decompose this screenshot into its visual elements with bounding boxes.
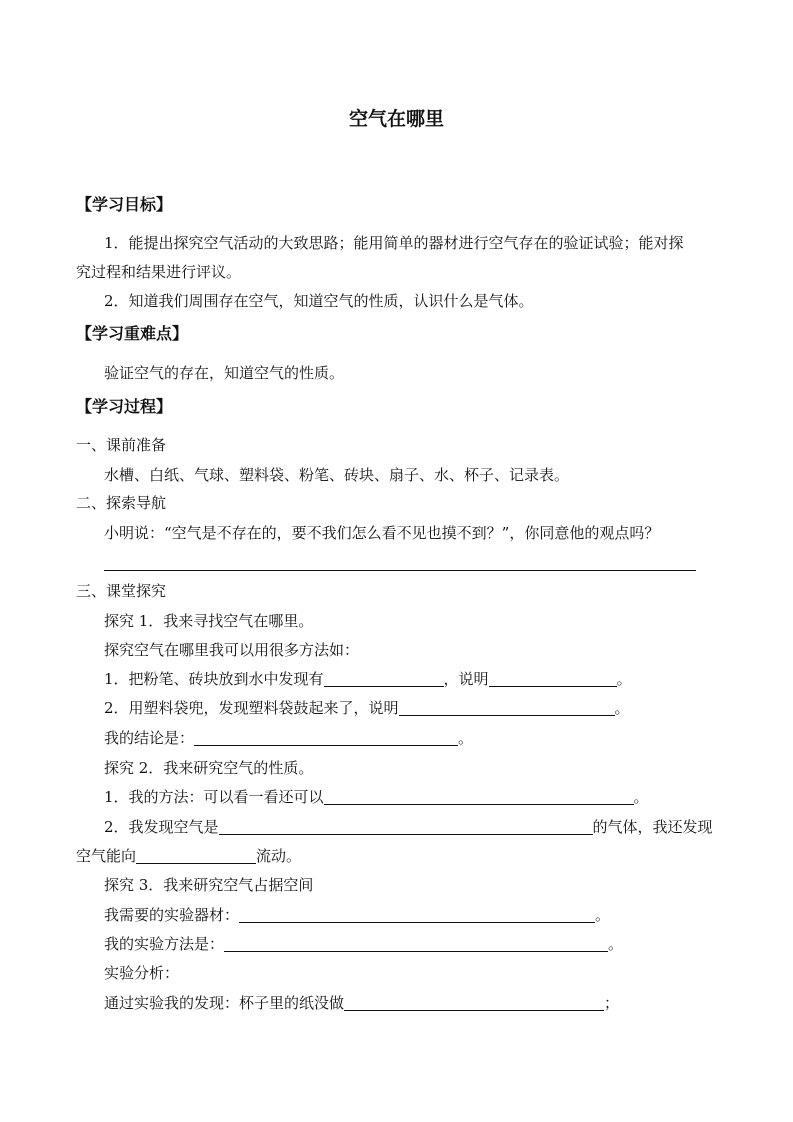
explore2-item2-line1 <box>104 816 713 837</box>
explore1-intro: 探究空气在哪里我可以用很多方法如： <box>104 641 360 659</box>
fill-in-blank[interactable] <box>324 788 634 805</box>
finding-label: 通过实验我的发现：杯子里的纸没做 <box>104 994 345 1012</box>
explore2-item1 <box>104 786 649 807</box>
explore3-equipment <box>104 904 610 925</box>
part2-question: 小明说：“空气是不存在的，要不我们怎么看不见也摸不到？”，你同意他的观点吗？ <box>104 524 660 542</box>
fill-in-blank[interactable] <box>489 670 617 687</box>
explore1-item1-text-a: 1．把粉笔、砖块放到水中发现有 <box>104 670 324 688</box>
objective-1-line-2: 究过程和结果进行评议。 <box>76 263 242 281</box>
fill-in-blank[interactable] <box>136 847 256 864</box>
section-process-heading: 【学习过程】 <box>76 397 173 416</box>
part1-heading: 一、课前准备 <box>76 436 167 454</box>
fill-in-blank[interactable] <box>239 906 595 923</box>
part2-heading: 二、探索导航 <box>76 494 167 512</box>
fill-in-blank[interactable] <box>344 994 604 1011</box>
punctuation: 。 <box>614 699 630 717</box>
section-key-points-heading: 【学习重难点】 <box>76 324 189 343</box>
objective-2: 2．知道我们周围存在空气，知道空气的性质，认识什么是气体。 <box>104 292 534 310</box>
explore1-heading: 探究 1．我来寻找空气在哪里。 <box>104 612 314 630</box>
fill-in-blank[interactable] <box>194 729 458 746</box>
equipment-label: 我需要的实验器材： <box>104 906 240 924</box>
method-label: 我的实验方法是： <box>104 935 225 953</box>
punctuation: 。 <box>608 935 624 953</box>
fill-in-blank[interactable] <box>224 935 608 952</box>
explore2-item1-text: 1．我的方法：可以看一看还可以 <box>104 788 324 806</box>
explore3-finding <box>104 992 619 1013</box>
explore2-heading: 探究 2．我来研究空气的性质。 <box>104 759 314 777</box>
fill-in-blank[interactable] <box>219 818 593 835</box>
section-objectives-heading: 【学习目标】 <box>76 195 173 214</box>
page-title: 空气在哪里 <box>348 108 444 130</box>
explore1-item2-text: 2．用塑料袋兜，发现塑料袋鼓起来了，说明 <box>104 699 399 717</box>
punctuation: 。 <box>633 788 649 806</box>
punctuation: 。 <box>458 729 474 747</box>
explore2-item2-text-d: 流动。 <box>256 847 302 865</box>
explore3-method <box>104 933 623 954</box>
conclusion-label: 我的结论是： <box>104 729 195 747</box>
explore1-item2 <box>104 697 630 718</box>
key-points-text: 验证空气的存在，知道空气的性质。 <box>104 364 345 382</box>
punctuation: 。 <box>595 906 611 924</box>
objective-1-line-1: 1．能提出探究空气活动的大致思路；能用简单的器材进行空气存在的验证试验；能对探 <box>104 234 684 252</box>
explore2-item2-text-c: 空气能向 <box>76 847 137 865</box>
explore1-conclusion <box>104 727 473 748</box>
explore3-heading: 探究 3．我来研究空气占据空间 <box>104 876 314 894</box>
punctuation: 。 <box>616 670 632 688</box>
explore3-analysis-label: 实验分析： <box>104 964 180 982</box>
explore1-item1-text-b: ，说明 <box>443 670 489 688</box>
fill-in-blank[interactable] <box>399 699 615 716</box>
part1-materials: 水槽、白纸、气球、塑料袋、粉笔、砖块、扇子、水、杯子、记录表。 <box>104 466 570 484</box>
explore2-item2-text-b: 的气体，我还发现 <box>592 818 713 836</box>
punctuation: ； <box>604 994 620 1012</box>
part3-heading: 三、课堂探究 <box>76 582 167 600</box>
explore2-item2-text-a: 2．我发现空气是 <box>104 818 219 836</box>
explore1-item1 <box>104 668 632 689</box>
fill-in-blank[interactable] <box>324 670 444 687</box>
answer-line[interactable] <box>104 570 696 571</box>
explore2-item2-line2 <box>76 845 301 866</box>
